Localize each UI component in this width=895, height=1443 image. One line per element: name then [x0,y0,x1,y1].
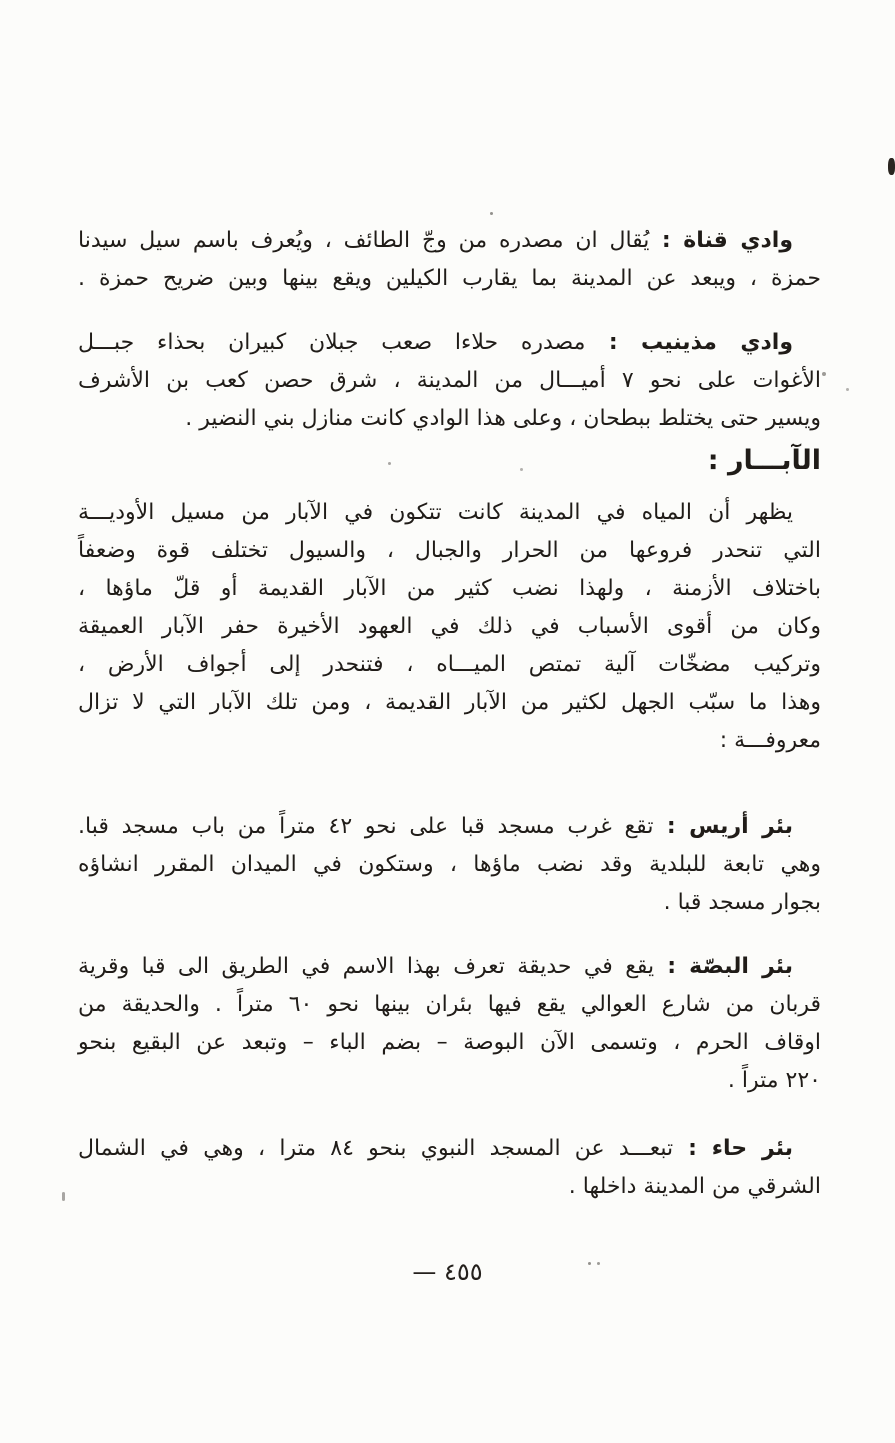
scan-speck [62,1192,65,1201]
text-line: بئر حاء : تبعـــد عن المسجد النبوي بنحو ٨٤ مترا ، وهي في الشمال [78,1136,793,1161]
text-line: وادي مذينيب : مصدره حلاءا صعب جبلان كبيران بحذاء جبـــل [78,330,793,355]
text-line: وادي قناة : يُقال ان مصدره من وجّ الطائف ، ويُعرف باسم سيل سيدنا [78,228,794,253]
text-line: معروفـــة : [719,728,821,753]
text-line: اوقاف الحرم ، وتسمى الآن البوصة – بضم الباء – وتبعد عن البقيع بنحو [78,1030,821,1055]
paragraph-lead: وادي مذينيب : [585,330,793,355]
paragraph-lead: وادي قناة : [649,228,794,253]
text-line: وهذا ما سبّب الجهل لكثير من الآبار القديمة ، ومن تلك الآبار التي لا تزال [78,690,821,715]
scan-speck [490,212,493,215]
text-line: بجوار مسجد قبا . [663,890,821,915]
text-line: الأغوات على نحو ٧ أميـــال من المدينة ، شرق حصن كعب بن الأشرف [78,368,821,393]
text-line: بئر البصّة : يقع في حديقة تعرف بهذا الاسم في الطريق الى قبا وقرية [78,954,794,979]
scan-speck [597,1262,600,1265]
para-wells-intro [78,494,821,760]
text-line: باختلاف الأزمنة ، ولهذا نضب كثير من الآبار القديمة أو قلّ ماؤها ، [78,576,821,601]
text-line: بئر أريس : تقع غرب مسجد قبا على نحو ٤٢ متراً من باب مسجد قبا. [78,814,793,839]
paragraph-lead: بئر البصّة : [654,954,794,979]
text-line: يظهر أن المياه في المدينة كانت تتكون في الآبار من مسيل الأوديـــة [78,500,793,525]
scan-speck [888,158,895,175]
para-wadi-mudhaynib [78,324,821,438]
scan-speck [588,1262,591,1265]
text-line: وكان من أقوى الأسباب في ذلك في العهود الأخيرة حفر الآبار العميقة [78,614,821,639]
text-line: قربان من شارع العوالي يقع فيها بئران بينها نحو ٦٠ متراً . والحديقة من [78,992,821,1017]
text-line: ٢٢٠ متراً . [727,1068,821,1093]
heading-wells: الآبـــار : [707,445,821,476]
scan-speck [388,462,391,465]
para-bir-aris [78,808,821,922]
text-line: وتركيب مضخّات آلية تمتص الميـــاه ، فتنحدر إلى أجواف الأرض ، [78,652,821,677]
text-line: ويسير حتى يختلط ببطحان ، وعلى هذا الوادي كانت منازل بني النضير . [185,406,821,431]
text-line: التي تنحدر فروعها من الحرار والجبال ، والسيول تختلف قوة وضعفاً [78,538,821,563]
para-wadi-qanat [78,222,821,298]
paragraph-lead: بئر حاء : [673,1136,793,1161]
scan-speck [822,372,826,376]
para-bir-bussa [78,948,821,1100]
text-line: الشرقي من المدينة داخلها . [568,1174,821,1199]
text-line: وهي تابعة للبلدية وقد نضب ماؤها ، وستكون في الميدان المقرر انشاؤه [78,852,821,877]
page-number: — ٤٥٥ [412,1258,483,1286]
paragraph-lead: بئر أريس : [653,814,793,839]
text-line: حمزة ، ويبعد عن المدينة بما يقارب الكيلين ويقع بينها وبين ضريح حمزة . [78,266,821,291]
para-bir-ha [78,1130,821,1206]
scan-speck [520,468,523,471]
scan-speck [846,388,849,391]
text-block [78,222,821,1206]
